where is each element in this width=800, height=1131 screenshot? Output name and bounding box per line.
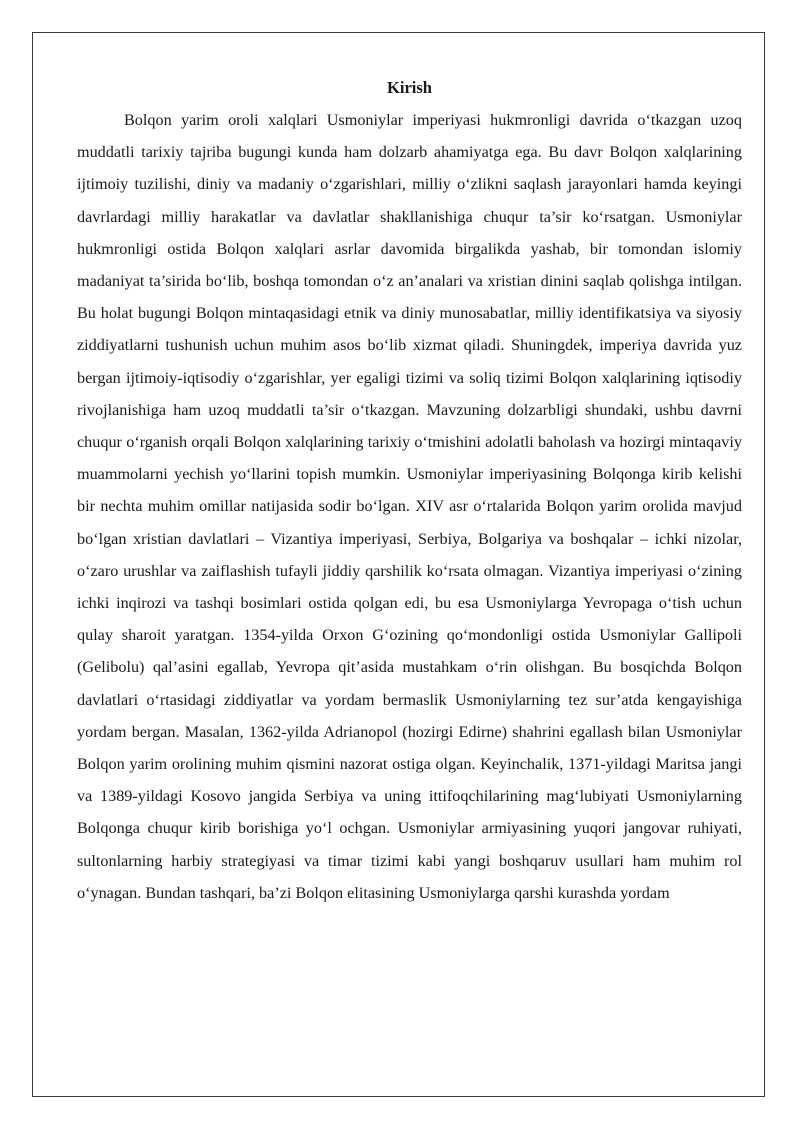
document-body (77, 72, 742, 909)
document-title: Kirish (387, 78, 432, 97)
body-paragraph: Bolqon yarim oroli xalqlari Usmoniylar imperiyasi hukmronligi davrida o‘tkazgan uzoq muddatli tarixiy tajriba bugungi kunda ham dolzarb ahamiyatga ega. Bu davr Bolqon xalqlarining ijtimoiy tuzilishi, diniy va madaniy o‘zgarishlari, milliy o‘zlikni saqlash jarayonlari hamda keyingi davrlardagi milliy harakatlar va davlatlar shakllanishiga chuqur ta’sir ko‘rsatgan. Usmoniylar hukmronligi ostida Bolqon xalqlari asrlar davomida birgalikda yashab, bir tomondan islomiy madaniyat ta’sirida bo‘lib, boshqa tomondan o‘z an’analari va xristian dinini saqlab qolishga intilgan. Bu holat bugungi Bolqon mintaqasidagi etnik va diniy munosabatlar, milliy identifikatsiya va siyosiy ziddiyatlarni tushunish uchun muhim asos bo‘lib xizmat qiladi. Shuningdek, imperiya davrida yuz bergan ijtimoiy-iqtisodiy o‘zgarishlar, yer egaligi tizimi va soliq tizimi Bolqon xalqlarining iqtisodiy rivojlanishiga ham uzoq muddatli ta’sir o‘tkazgan. Mavzuning dolzarbligi shundaki, ushbu davrni chuqur o‘rganish orqali Bolqon xalqlarining tarixiy o‘tmishini adolatli baholash va hozirgi mintaqaviy muammolarni yechish yo‘llarini topish mumkin. Usmoniylar imperiyasining Bolqonga kirib kelishi bir nechta muhim omillar natijasida sodir bo‘lgan. XIV asr o‘rtalarida Bolqon yarim orolida mavjud bo‘lgan xristian davlatlari – Vizantiya imperiyasi, Serbiya, Bolgariya va boshqalar – ichki nizolar, o‘zaro urushlar va zaiflashish tufayli jiddiy qarshilik ko‘rsata olmagan. Vizantiya imperiyasi o‘zining ichki inqirozi va tashqi bosimlari ostida qolgan edi, bu esa Usmoniylarga Yevropaga o‘tish uchun qulay sharoit yaratgan. 1354-yilda Orxon G‘ozining qo‘mondonligi ostida Usmoniylar Gallipoli (Gelibolu) qal’asini egallab, Yevropa qit’asida mustahkam o‘rin olishgan. Bu bosqichda Bolqon davlatlari o‘rtasidagi ziddiyatlar va yordam bermaslik Usmoniylarning tez sur’atda kengayishiga yordam bergan. Masalan, 1362-yilda Adrianopol (hozirgi Edirne) shahrini egallash bilan Usmoniylar Bolqon yarim orolining muhim qismini nazorat ostiga olgan. Keyinchalik, 1371-yildagi Maritsa jangi va 1389-yildagi Kosovo jangida Serbiya va uning ittifoqchilarining mag‘lubiyati Usmoniylarning Bolqonga chuqur kirib borishiga yo‘l ochgan. Usmoniylar armiyasining yuqori jangovar ruhiyati, sultonlarning harbiy strategiyasi va timar tizimi kabi yangi boshqaruv usullari ham muhim rol o‘ynagan. Bundan tashqari, ba’zi Bolqon elitasining Usmoniylarga qarshi kurashda yordam (77, 111, 742, 902)
